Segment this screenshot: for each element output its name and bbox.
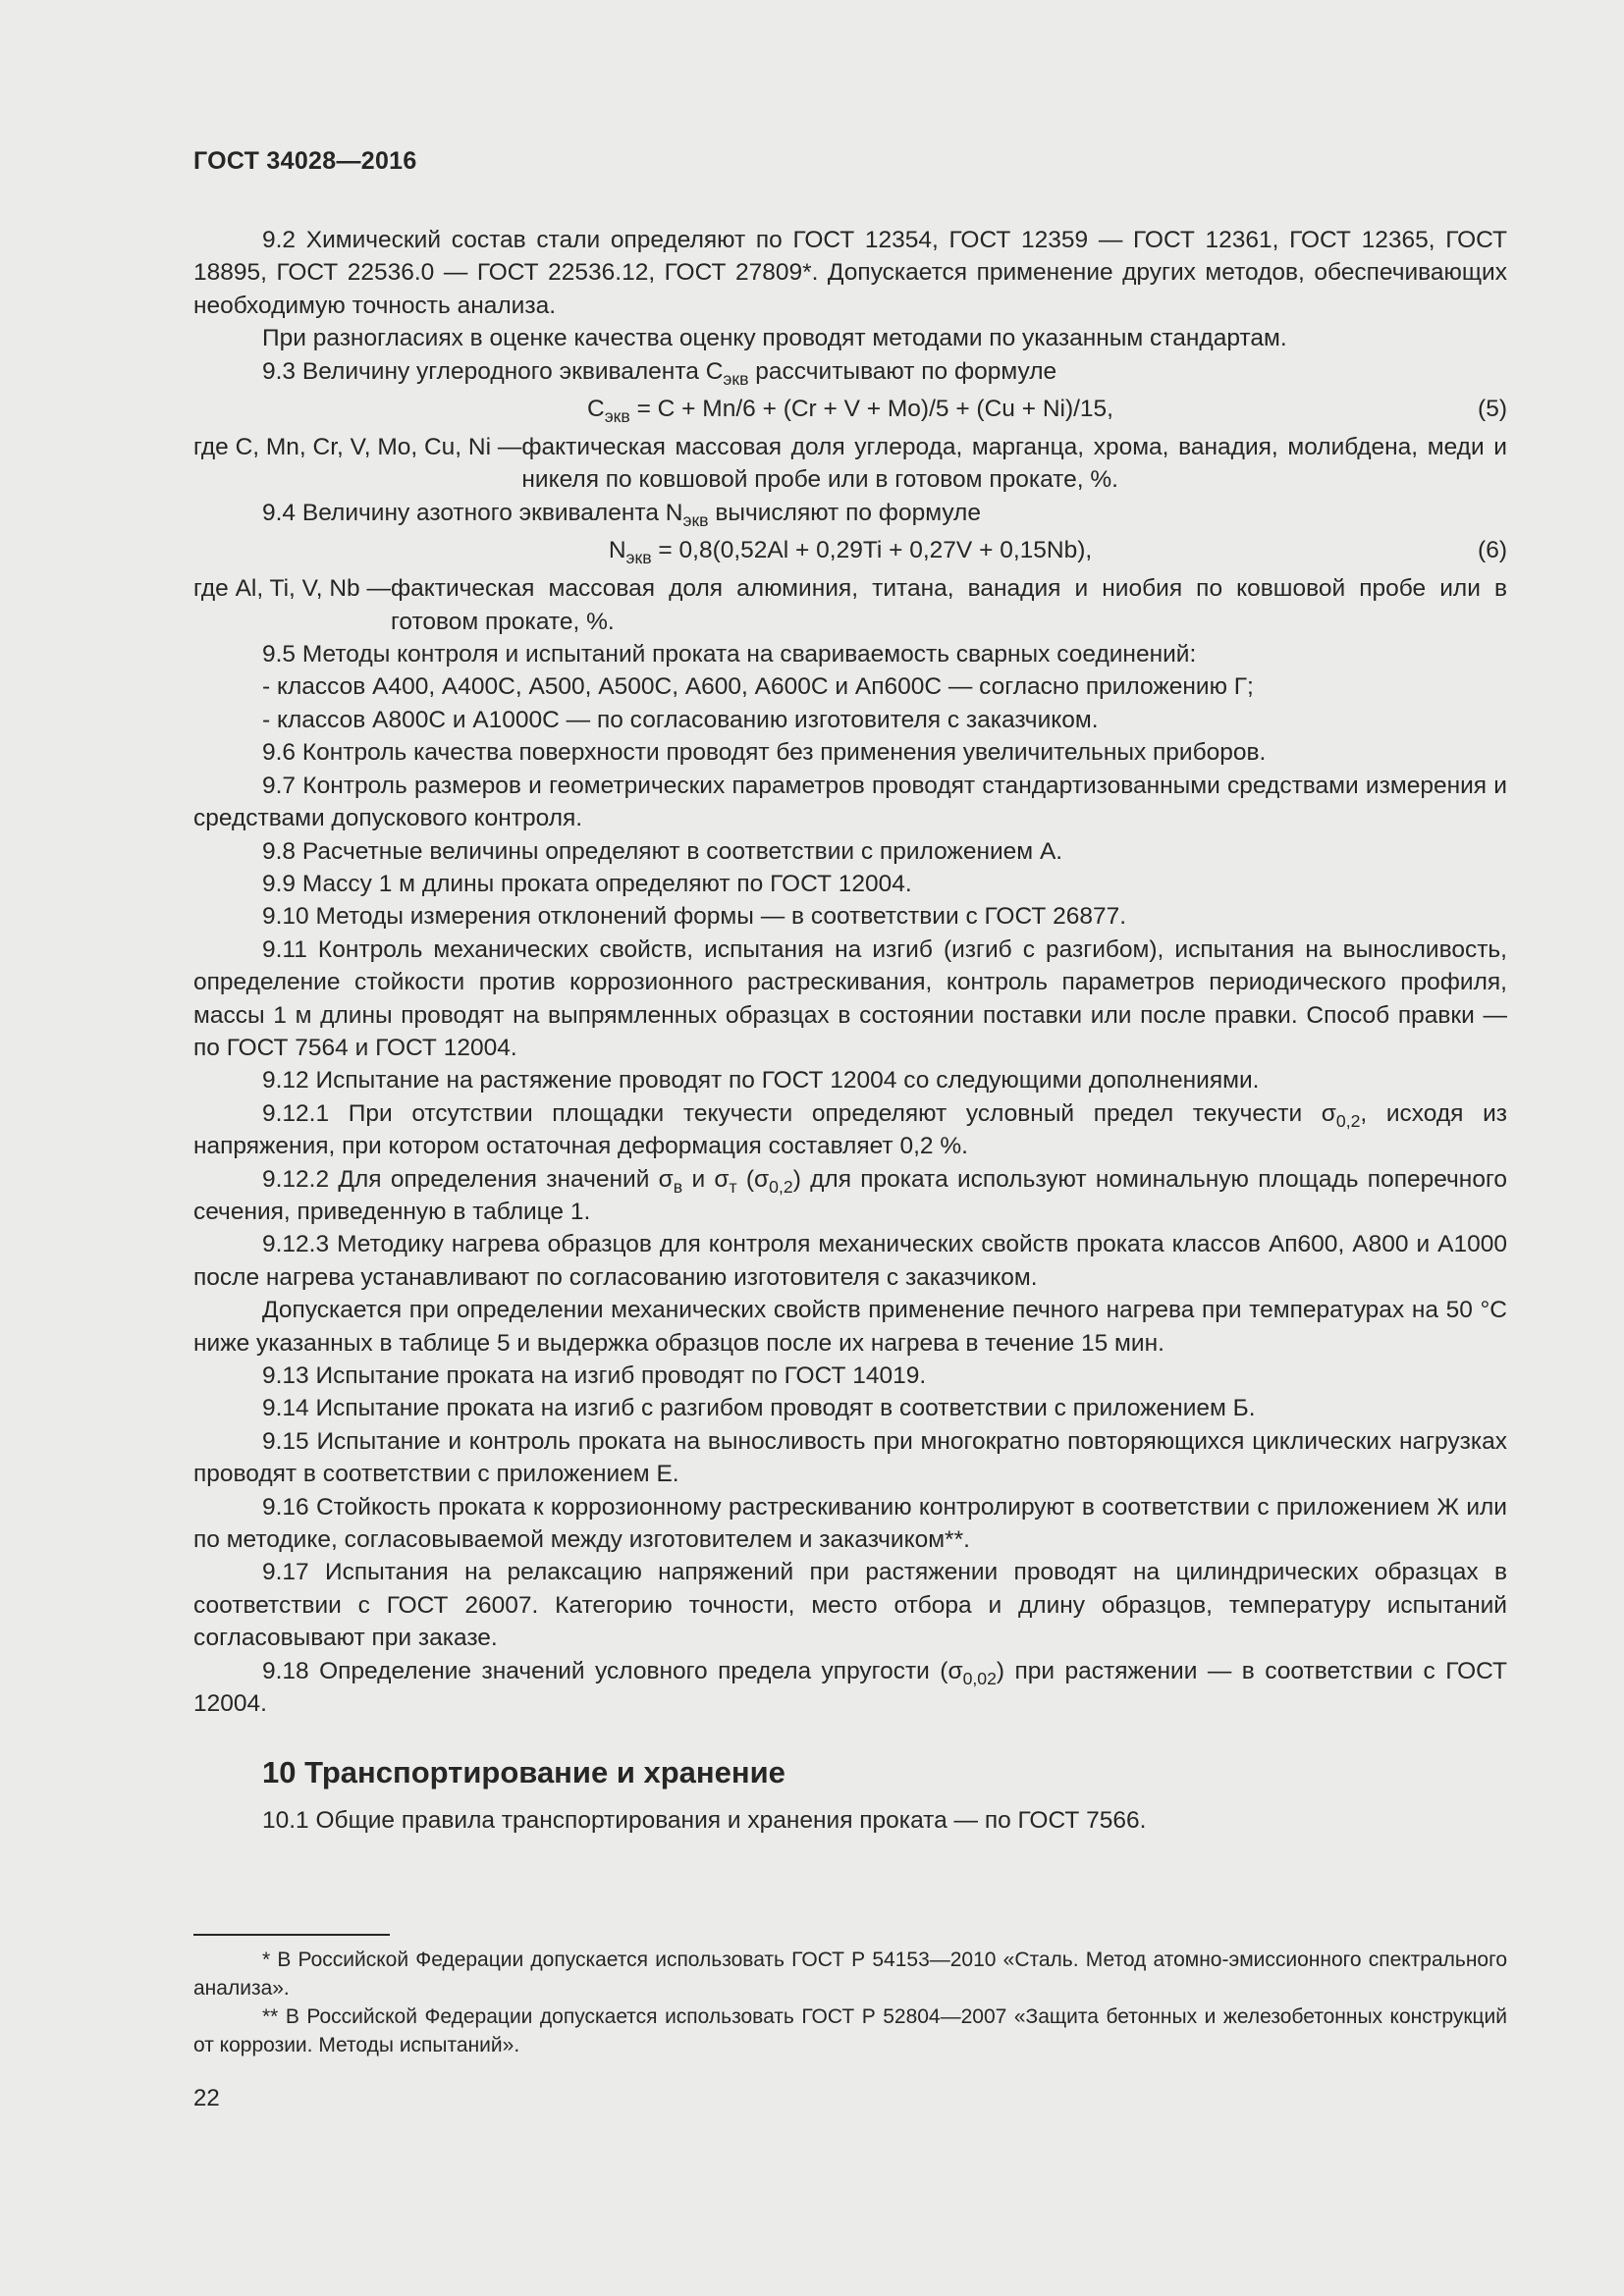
clause-9-18: 9.18 Определение значений условного предела упругости $(\sigma_{0,02})$ при растяжении — в соответствии с ГОСТ 12004. — [193, 1657, 1508, 1718]
formula-5-expression: $C_{экв} = C + Mn/6 + (Cr + V + Mo)/5 + (Cu + Ni)/15$, — [586, 396, 1113, 427]
footnote-2: ** В Российской Федерации допускается использовать ГОСТ Р 52804—2007 «Защита бетонных и железобетонных конструкций от коррозии. Методы испытаний». — [193, 2005, 1507, 2056]
clause-9-2: 9.2 Химический состав стали определяют по ГОСТ 12354, ГОСТ 12359 — ГОСТ 12361, ГОСТ 12365, ГОСТ 18895, ГОСТ 22536.0 — ГОСТ 22536.12, ГОСТ 27809*. Допускается применение других методов, обеспечивающих необходимую точность анализа. — [193, 227, 1507, 319]
clause-9-15: 9.15 Испытание и контроль проката на выносливость при многократно повторяющихся циклических нагрузках проводят в соответствии с приложением Е. — [193, 1427, 1507, 1488]
clause-10-1: 10.1 Общие правила транспортирования и хранения проката — по ГОСТ 7566. — [262, 1807, 1147, 1835]
formula-5-legend-text: фактическая массовая доля углерода, марганца, хрома, ванадия, молибдена, меди и никеля по ковшовой пробе или в готовом прокате, %. — [521, 434, 1507, 494]
formula-6-legend — [193, 572, 1507, 638]
formula-6-legend-symbols: где Al, Ti, V, Nb — — [193, 575, 391, 603]
clause-9-17: 9.17 Испытания на релаксацию напряжений при растяжении проводят на цилиндрических образцах в соответствии с ГОСТ 26007. Категорию точности, место отбора и длину образцов, температуру испытаний согласовывают при заказе. — [193, 1559, 1507, 1652]
clause-9-9: 9.9 Массу 1 м длины проката определяют по ГОСТ 12004. — [262, 870, 912, 897]
formula-5-legend — [193, 431, 1507, 497]
footnote-1: * В Российской Федерации допускается использовать ГОСТ Р 54153—2010 «Сталь. Метод атомно-эмиссионного спектрального анализа». — [193, 1949, 1507, 2000]
formula-5-legend-symbols: где C, Mn, Cr, V, Mo, Cu, Ni — — [193, 434, 522, 461]
clause-9-12: 9.12 Испытание на растяжение проводят по ГОСТ 12004 со следующими дополнениями. — [262, 1067, 1260, 1095]
footnotes — [193, 1946, 1507, 2059]
clause-9-13: 9.13 Испытание проката на изгиб проводят по ГОСТ 14019. — [262, 1362, 927, 1389]
document-body — [193, 224, 1507, 1838]
formula-6-number: (6) — [1478, 537, 1507, 564]
clause-9-14: 9.14 Испытание проката на изгиб с разгибом проводят в соответствии с приложением Б. — [262, 1395, 1256, 1422]
clause-9-12-1: 9.12.1 При отсутствии площадки текучести определяют условный предел текучести $\sigma_{0,2}$, исходя из напряжения, при котором остаточная деформация составляет 0,2 %. — [193, 1099, 1507, 1160]
clause-9-12-3: 9.12.3 Методику нагрева образцов для контроля механических свойств проката классов Ап600, А800 и А1000 после нагрева устанавливают по согласованию изготовителя с заказчиком. — [193, 1231, 1507, 1291]
formula-5 — [193, 388, 1507, 431]
page-number: 22 — [193, 2085, 220, 2111]
clause-9-5-item-1: - классов А400, А400С, А500, А500С, А600, А600С и Ап600С — согласно приложению Г; — [262, 673, 1254, 701]
clause-9-12-2: 9.12.2 Для определения значений $\sigma_в$ и $\sigma_т$ $(\sigma_{0,2})$ для проката используют номинальную площадь поперечного сечения, приведенную в таблице 1. — [193, 1165, 1507, 1225]
clause-9-10: 9.10 Методы измерения отклонений формы — в соответствии с ГОСТ 26877. — [262, 903, 1127, 931]
clause-9-12-3-note: Допускается при определении механических свойств применение печного нагрева при температурах на 50 °С ниже указанных в таблице 5 и выдержка образцов после их нагрева в течение 15 мин. — [193, 1297, 1507, 1357]
footnote-divider — [193, 1934, 390, 1936]
clause-9-11: 9.11 Контроль механических свойств, испытания на изгиб (изгиб с разгибом), испытания на выносливость, определение стойкости против коррозионного растрескивания, контроль параметров периодического профиля, массы 1 м длины проводят на выпрямленных образцах в состоянии поставки или после правки. Способ правки — по ГОСТ 7564 и ГОСТ 12004. — [193, 935, 1507, 1061]
clause-9-5-item-2: - классов А800С и А1000С — по согласованию изготовителя с заказчиком. — [262, 706, 1099, 733]
clause-9-4: 9.4 Величину азотного эквивалента $N_{экв}$ вычисляют по формуле — [262, 499, 981, 531]
formula-6-legend-text: фактическая массовая доля алюминия, титана, ванадия и ниобия по ковшовой пробе или в готовом прокате, %. — [390, 575, 1507, 635]
clause-9-8: 9.8 Расчетные величины определяют в соответствии с приложением А. — [262, 837, 1063, 865]
formula-6-expression: $N_{экв} = 0,8(0,52Al + 0,29Ti + 0,27V + 0,15Nb)$, — [608, 537, 1093, 568]
clause-9-2-dispute: При разногласиях в оценке качества оценку проводят методами по указанным стандартам. — [262, 325, 1287, 352]
document-header: ГОСТ 34028—2016 — [193, 147, 417, 175]
clause-9-5: 9.5 Методы контроля и испытаний проката на свариваемость сварных соединений: — [262, 641, 1197, 668]
formula-6 — [193, 529, 1507, 572]
clause-9-16: 9.16 Стойкость проката к коррозионному растрескиванию контролируют в соответствии с приложением Ж или по методике, согласовываемой между изготовителем и заказчиком**. — [193, 1493, 1507, 1554]
clause-9-7: 9.7 Контроль размеров и геометрических параметров проводят стандартизованными средствами измерения и средствами допускового контроля. — [193, 772, 1507, 832]
clause-9-6: 9.6 Контроль качества поверхности проводят без применения увеличительных приборов. — [262, 739, 1267, 767]
clause-9-3: 9.3 Величину углеродного эквивалента $C_{экв}$ рассчитывают по формуле — [262, 357, 1057, 389]
formula-5-number: (5) — [1478, 396, 1507, 423]
section-10-heading: 10 Транспортирование и хранение — [262, 1755, 785, 1790]
